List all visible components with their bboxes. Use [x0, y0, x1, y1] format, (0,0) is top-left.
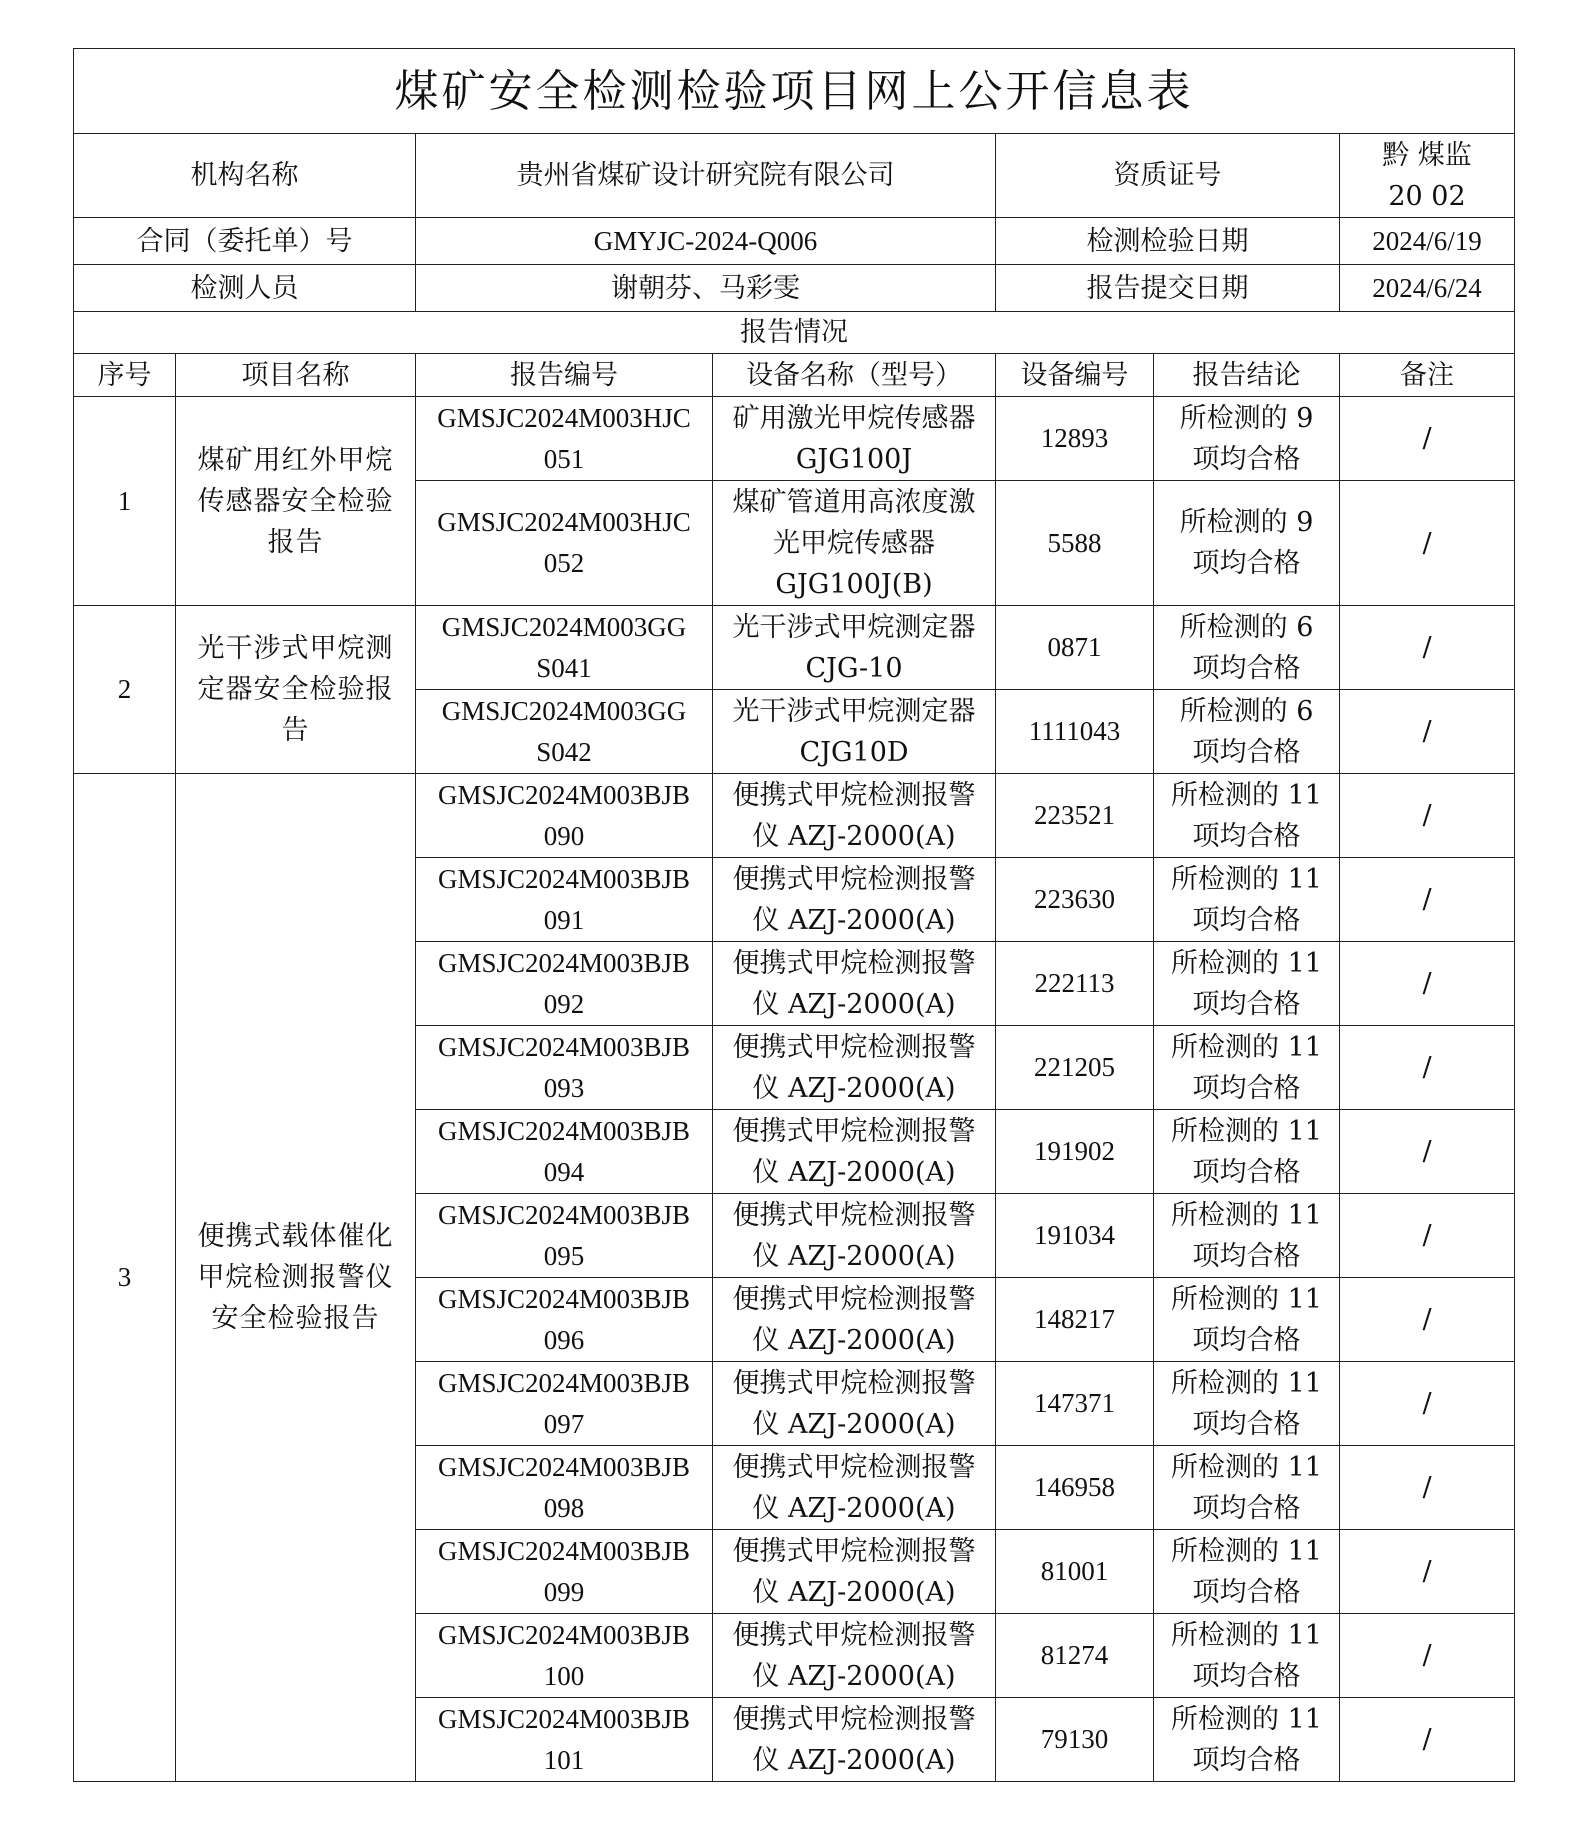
- device-name-cell: [713, 397, 996, 481]
- conclusion-cell: [1154, 1026, 1340, 1110]
- device-name-cell: [713, 481, 996, 606]
- device-number: 223521: [996, 774, 1154, 858]
- conclusion-cell: [1154, 774, 1340, 858]
- report-number-line2: 100: [543, 1660, 585, 1691]
- device-name-line2: 仪 AZJ-2000(A): [752, 820, 956, 852]
- device-name-cell: [713, 1614, 996, 1698]
- cert-value-line2: 20 02: [1388, 180, 1466, 212]
- device-name-line1: 便携式甲烷检测报警: [732, 779, 976, 811]
- table-row: [74, 606, 1515, 690]
- conclusion-cell: [1154, 1446, 1340, 1530]
- conclusion-cell: [1154, 1614, 1340, 1698]
- col-header-device-no: 设备编号: [996, 354, 1154, 397]
- conclusion-cell: [1154, 481, 1340, 606]
- staff-label: 检测人员: [74, 265, 416, 312]
- info-sheet: [73, 48, 1514, 1788]
- report-number-line1: GMSJC2024M003GG: [441, 611, 687, 642]
- device-name-line2: 仪 AZJ-2000(A): [752, 1156, 956, 1188]
- org-label: 机构名称: [74, 134, 416, 218]
- device-number: 221205: [996, 1026, 1154, 1110]
- report-number-line1: GMSJC2024M003HJC: [437, 402, 691, 433]
- device-name-line1: 便携式甲烷检测报警: [732, 947, 976, 979]
- device-name-cell: [713, 606, 996, 690]
- remark: /: [1340, 606, 1515, 690]
- report-number-cell: [416, 774, 713, 858]
- cert-value: [1340, 134, 1515, 218]
- conclusion-line2: 项均合格: [1192, 1576, 1301, 1608]
- report-number-line2: 095: [543, 1240, 585, 1271]
- remark: /: [1340, 1614, 1515, 1698]
- report-number-line1: GMSJC2024M003BJB: [437, 947, 691, 978]
- remark: /: [1340, 1698, 1515, 1782]
- report-number-line1: GMSJC2024M003BJB: [437, 1451, 691, 1482]
- conclusion-line2: 项均合格: [1192, 988, 1301, 1020]
- device-name-line2: 仪 AZJ-2000(A): [752, 1492, 956, 1524]
- report-section-label: 报告情况: [74, 312, 1515, 354]
- submit-date-label: 报告提交日期: [996, 265, 1340, 312]
- report-number-line2: S041: [536, 652, 592, 683]
- conclusion-cell: [1154, 1362, 1340, 1446]
- report-number-cell: [416, 1698, 713, 1782]
- device-number: 146958: [996, 1446, 1154, 1530]
- device-name-line2: 仪 AZJ-2000(A): [752, 1324, 956, 1356]
- device-name-cell: [713, 1194, 996, 1278]
- report-number-line2: 097: [543, 1408, 585, 1439]
- device-name-line2: GJG100J: [795, 443, 913, 475]
- report-number-cell: [416, 1026, 713, 1110]
- table-row: [74, 774, 1515, 858]
- report-number-cell: [416, 858, 713, 942]
- report-number-line2: S042: [536, 736, 592, 767]
- remark: /: [1340, 1530, 1515, 1614]
- report-number-line2: 092: [543, 988, 585, 1019]
- device-number: 81274: [996, 1614, 1154, 1698]
- conclusion-line2: 项均合格: [1192, 443, 1301, 475]
- device-number: 12893: [996, 397, 1154, 481]
- device-number: 1111043: [996, 690, 1154, 774]
- device-name-line1: 便携式甲烷检测报警: [732, 1535, 976, 1567]
- conclusion-cell: [1154, 1110, 1340, 1194]
- report-number-line2: 098: [543, 1492, 585, 1523]
- device-name-line2: 仪 AZJ-2000(A): [752, 904, 956, 936]
- report-number-line1: GMSJC2024M003BJB: [437, 779, 691, 810]
- col-header-remark: 备注: [1340, 354, 1515, 397]
- device-name-line2: 仪 AZJ-2000(A): [752, 988, 956, 1020]
- page-title: 煤矿安全检测检验项目网上公开信息表: [74, 49, 1515, 134]
- report-number-line2: 094: [543, 1156, 585, 1187]
- report-number-line2: 099: [543, 1576, 585, 1607]
- conclusion-cell: [1154, 1698, 1340, 1782]
- conclusion-line1: 所检测的 11: [1171, 1115, 1322, 1147]
- conclusion-line1: 所检测的 11: [1171, 1535, 1322, 1567]
- remark: /: [1340, 1278, 1515, 1362]
- device-name-cell: [713, 1530, 996, 1614]
- device-name-cell: [713, 858, 996, 942]
- row-project-name: 便携式载体催化甲烷检测报警仪安全检验报告: [176, 774, 416, 1782]
- report-number-line2: 051: [543, 443, 585, 474]
- remark: /: [1340, 1362, 1515, 1446]
- report-number-cell: [416, 1194, 713, 1278]
- report-number-line1: GMSJC2024M003BJB: [437, 1199, 691, 1230]
- conclusion-line2: 项均合格: [1192, 736, 1301, 768]
- device-name-line1: 便携式甲烷检测报警: [732, 1283, 976, 1315]
- report-number-line1: GMSJC2024M003BJB: [437, 1367, 691, 1398]
- device-name-line1: 便携式甲烷检测报警: [732, 1451, 976, 1483]
- report-number-line2: 093: [543, 1072, 585, 1103]
- conclusion-line2: 项均合格: [1192, 1072, 1301, 1104]
- device-number: 191902: [996, 1110, 1154, 1194]
- conclusion-line2: 项均合格: [1192, 1492, 1301, 1524]
- conclusion-cell: [1154, 397, 1340, 481]
- contract-label: 合同（委托单）号: [74, 218, 416, 265]
- test-date-value: 2024/6/19: [1340, 218, 1515, 265]
- device-name-line1: 便携式甲烷检测报警: [732, 1367, 976, 1399]
- info-table: [73, 48, 1515, 1782]
- device-name-line2: 仪 AZJ-2000(A): [752, 1576, 956, 1608]
- test-date-label: 检测检验日期: [996, 218, 1340, 265]
- report-number-cell: [416, 1278, 713, 1362]
- row-project-name: 光干涉式甲烷测定器安全检验报告: [176, 606, 416, 774]
- conclusion-line1: 所检测的 11: [1171, 1283, 1322, 1315]
- conclusion-line1: 所检测的 11: [1171, 1367, 1322, 1399]
- report-number-cell: [416, 690, 713, 774]
- report-number-cell: [416, 1110, 713, 1194]
- conclusion-line2: 项均合格: [1192, 1744, 1301, 1776]
- conclusion-cell: [1154, 942, 1340, 1026]
- device-name-line2: 光甲烷传感器: [773, 527, 935, 559]
- report-number-cell: [416, 606, 713, 690]
- conclusion-cell: [1154, 1194, 1340, 1278]
- device-name-line1: 便携式甲烷检测报警: [732, 1031, 976, 1063]
- device-name-line3: GJG100J(B): [775, 568, 933, 600]
- device-name-cell: [713, 774, 996, 858]
- col-header-conclusion: 报告结论: [1154, 354, 1340, 397]
- device-name-line1: 便携式甲烷检测报警: [732, 1703, 976, 1735]
- report-number-line1: GMSJC2024M003HJC: [437, 507, 691, 537]
- conclusion-cell: [1154, 606, 1340, 690]
- device-name-line1: 便携式甲烷检测报警: [732, 1115, 976, 1147]
- device-name-line2: 仪 AZJ-2000(A): [752, 1072, 956, 1104]
- table-row: [74, 397, 1515, 481]
- device-name-line1: 矿用激光甲烷传感器: [732, 402, 976, 434]
- col-header-project: 项目名称: [176, 354, 416, 397]
- device-name-line2: 仪 AZJ-2000(A): [752, 1408, 956, 1440]
- remark: /: [1340, 1194, 1515, 1278]
- device-name-line1: 便携式甲烷检测报警: [732, 863, 976, 895]
- device-name-cell: [713, 690, 996, 774]
- device-name-cell: [713, 1362, 996, 1446]
- contract-value: GMYJC-2024-Q006: [416, 218, 996, 265]
- remark: /: [1340, 774, 1515, 858]
- device-number: 191034: [996, 1194, 1154, 1278]
- remark: /: [1340, 1110, 1515, 1194]
- conclusion-line1: 所检测的 11: [1171, 863, 1322, 895]
- device-name-line2: 仪 AZJ-2000(A): [752, 1660, 956, 1692]
- report-number-line2: 052: [543, 548, 585, 578]
- report-number-cell: [416, 481, 713, 606]
- remark: /: [1340, 858, 1515, 942]
- conclusion-line1: 所检测的 6: [1179, 695, 1314, 727]
- report-number-line1: GMSJC2024M003BJB: [437, 1619, 691, 1650]
- conclusion-line1: 所检测的 9: [1179, 507, 1314, 538]
- conclusion-line1: 所检测的 11: [1171, 1703, 1322, 1735]
- device-name-cell: [713, 1110, 996, 1194]
- device-name-line1: 光干涉式甲烷测定器: [732, 695, 976, 727]
- device-name-cell: [713, 942, 996, 1026]
- cert-label: 资质证号: [996, 134, 1340, 218]
- conclusion-line2: 项均合格: [1192, 1660, 1301, 1692]
- device-name-line1: 便携式甲烷检测报警: [732, 1199, 976, 1231]
- remark: /: [1340, 1026, 1515, 1110]
- device-name-line1: 煤矿管道用高浓度激: [732, 486, 976, 518]
- report-number-line1: GMSJC2024M003BJB: [437, 1031, 691, 1062]
- conclusion-cell: [1154, 690, 1340, 774]
- device-name-line2: CJG10D: [799, 736, 909, 768]
- device-name-line2: 仪 AZJ-2000(A): [752, 1744, 956, 1776]
- report-number-line2: 090: [543, 820, 585, 851]
- device-name-line1: 便携式甲烷检测报警: [732, 1619, 976, 1651]
- device-number: 81001: [996, 1530, 1154, 1614]
- conclusion-line2: 项均合格: [1192, 1408, 1301, 1440]
- conclusion-line2: 项均合格: [1192, 652, 1301, 684]
- org-value: 贵州省煤矿设计研究院有限公司: [416, 134, 996, 218]
- report-number-line2: 091: [543, 904, 585, 935]
- conclusion-line2: 项均合格: [1192, 1240, 1301, 1272]
- remark: /: [1340, 690, 1515, 774]
- conclusion-cell: [1154, 858, 1340, 942]
- device-name-line2: 仪 AZJ-2000(A): [752, 1240, 956, 1272]
- device-name-cell: [713, 1026, 996, 1110]
- report-number-cell: [416, 1446, 713, 1530]
- report-number-cell: [416, 942, 713, 1026]
- report-number-line1: GMSJC2024M003BJB: [437, 1703, 691, 1734]
- conclusion-line1: 所检测的 11: [1171, 779, 1322, 811]
- device-name-line1: 光干涉式甲烷测定器: [732, 611, 976, 643]
- conclusion-line2: 项均合格: [1192, 1324, 1301, 1356]
- row-seq: 1: [74, 397, 176, 606]
- col-header-seq: 序号: [74, 354, 176, 397]
- remark: /: [1340, 481, 1515, 606]
- remark: /: [1340, 1446, 1515, 1530]
- conclusion-line1: 所检测的 11: [1171, 1619, 1322, 1651]
- device-number: 79130: [996, 1698, 1154, 1782]
- report-number-cell: [416, 1362, 713, 1446]
- row-seq: 2: [74, 606, 176, 774]
- report-number-line1: GMSJC2024M003BJB: [437, 1283, 691, 1314]
- device-number: 5588: [996, 481, 1154, 606]
- report-number-line1: GMSJC2024M003BJB: [437, 1535, 691, 1566]
- conclusion-line1: 所检测的 9: [1179, 402, 1314, 434]
- remark: /: [1340, 942, 1515, 1026]
- report-number-line1: GMSJC2024M003GG: [441, 695, 687, 726]
- device-number: 223630: [996, 858, 1154, 942]
- cert-value-line1: 黔 煤监: [1382, 139, 1472, 171]
- conclusion-line1: 所检测的 11: [1171, 1199, 1322, 1231]
- conclusion-line1: 所检测的 11: [1171, 947, 1322, 979]
- report-number-cell: [416, 1530, 713, 1614]
- conclusion-line2: 项均合格: [1192, 904, 1301, 936]
- device-name-cell: [713, 1278, 996, 1362]
- report-number-cell: [416, 1614, 713, 1698]
- report-number-line2: 101: [543, 1744, 585, 1775]
- conclusion-line2: 项均合格: [1192, 1156, 1301, 1188]
- conclusion-line1: 所检测的 11: [1171, 1451, 1322, 1483]
- conclusion-line1: 所检测的 6: [1179, 611, 1314, 643]
- conclusion-line2: 项均合格: [1192, 820, 1301, 852]
- conclusion-cell: [1154, 1278, 1340, 1362]
- device-number: 148217: [996, 1278, 1154, 1362]
- report-number-line1: GMSJC2024M003BJB: [437, 863, 691, 894]
- report-number-cell: [416, 397, 713, 481]
- device-name-cell: [713, 1446, 996, 1530]
- device-name-cell: [713, 1698, 996, 1782]
- device-number: 0871: [996, 606, 1154, 690]
- report-number-line2: 096: [543, 1324, 585, 1355]
- device-name-line2: CJG-10: [805, 652, 903, 684]
- col-header-report-no: 报告编号: [416, 354, 713, 397]
- report-number-line1: GMSJC2024M003BJB: [437, 1115, 691, 1146]
- col-header-device-name: 设备名称（型号）: [713, 354, 996, 397]
- submit-date-value: 2024/6/24: [1340, 265, 1515, 312]
- device-number: 222113: [996, 942, 1154, 1026]
- device-number: 147371: [996, 1362, 1154, 1446]
- row-project-name: 煤矿用红外甲烷传感器安全检验报告: [176, 397, 416, 606]
- staff-value: 谢朝芬、马彩雯: [416, 265, 996, 312]
- remark: /: [1340, 397, 1515, 481]
- conclusion-line1: 所检测的 11: [1171, 1031, 1322, 1063]
- conclusion-line2: 项均合格: [1192, 548, 1301, 579]
- row-seq: 3: [74, 774, 176, 1782]
- conclusion-cell: [1154, 1530, 1340, 1614]
